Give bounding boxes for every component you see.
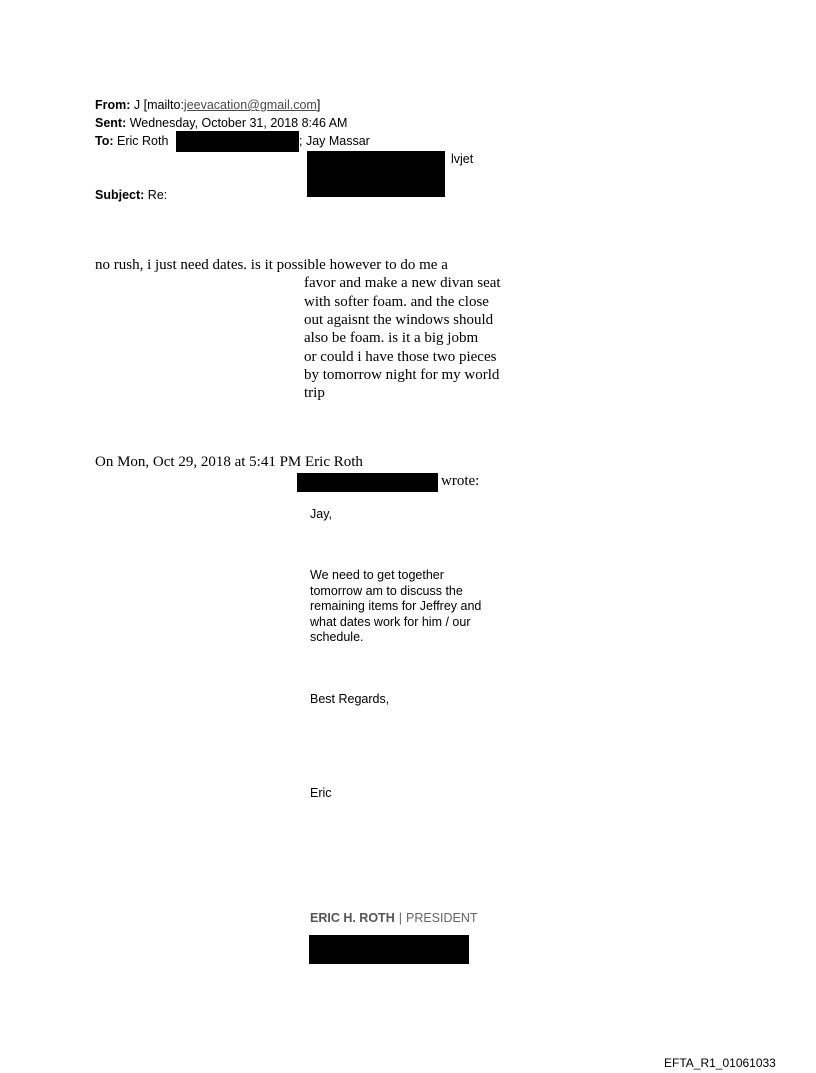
quote-wrote: wrote:	[441, 473, 480, 489]
document-id: EFTA_R1_01061033	[664, 1056, 776, 1070]
reply-lead: no rush, i just need dates. is it possible however to do me a	[95, 257, 448, 273]
quote-body-1: We need to get together	[310, 568, 444, 582]
redaction-to-2	[307, 151, 445, 197]
signature-line	[310, 911, 478, 925]
redaction-quote-email	[297, 473, 438, 492]
quote-body-3: remaining items for Jeffrey and	[310, 599, 482, 613]
redaction-to-1	[176, 131, 299, 152]
from-prefix: J [mailto:	[133, 98, 184, 112]
to-name-2: ; Jay Massar	[299, 134, 370, 148]
from-line	[95, 96, 320, 114]
sent-line	[95, 114, 347, 132]
to-partial-3: lvjet	[451, 152, 474, 166]
reply-line-4: also be foam. is it a big jobm	[304, 330, 479, 347]
subject-label: Subject:	[95, 188, 145, 202]
signature-separator: |	[398, 911, 402, 925]
sent-value: Wednesday, October 31, 2018 8:46 AM	[129, 116, 348, 130]
sent-label: Sent:	[95, 116, 127, 130]
reply-line-1: favor and make a new divan seat	[304, 275, 501, 292]
reply-line-3: out agaisnt the windows should	[304, 311, 494, 328]
reply-line-7: trip	[304, 385, 325, 402]
quote-body-2: tomorrow am to discuss the	[310, 583, 463, 598]
quote-body-4: what dates work for him / our	[310, 614, 471, 629]
from-suffix: ]	[316, 98, 321, 112]
signature-name: ERIC H. ROTH	[310, 911, 395, 925]
signature-title: PRESIDENT	[405, 911, 478, 925]
from-email-link[interactable]: jeevacation@gmail.com	[183, 98, 317, 112]
reply-line-5: or could i have those two pieces	[304, 348, 497, 365]
quote-body-5: schedule.	[310, 630, 364, 644]
to-label: To:	[95, 134, 114, 148]
from-label: From:	[95, 98, 131, 112]
reply-line-6: by tomorrow night for my world	[304, 366, 500, 383]
subject-line	[95, 186, 167, 204]
to-name-1: Eric Roth	[117, 134, 169, 148]
quote-greeting: Jay,	[310, 507, 332, 521]
redaction-signature	[309, 935, 469, 964]
quote-attribution: On Mon, Oct 29, 2018 at 5:41 PM Eric Roth	[95, 454, 363, 470]
reply-line-2: with softer foam. and the close	[304, 293, 489, 310]
to-line	[95, 132, 168, 150]
subject-value: Re:	[147, 188, 168, 202]
quote-closing: Best Regards,	[310, 692, 390, 706]
quote-sign-name: Eric	[310, 786, 332, 800]
